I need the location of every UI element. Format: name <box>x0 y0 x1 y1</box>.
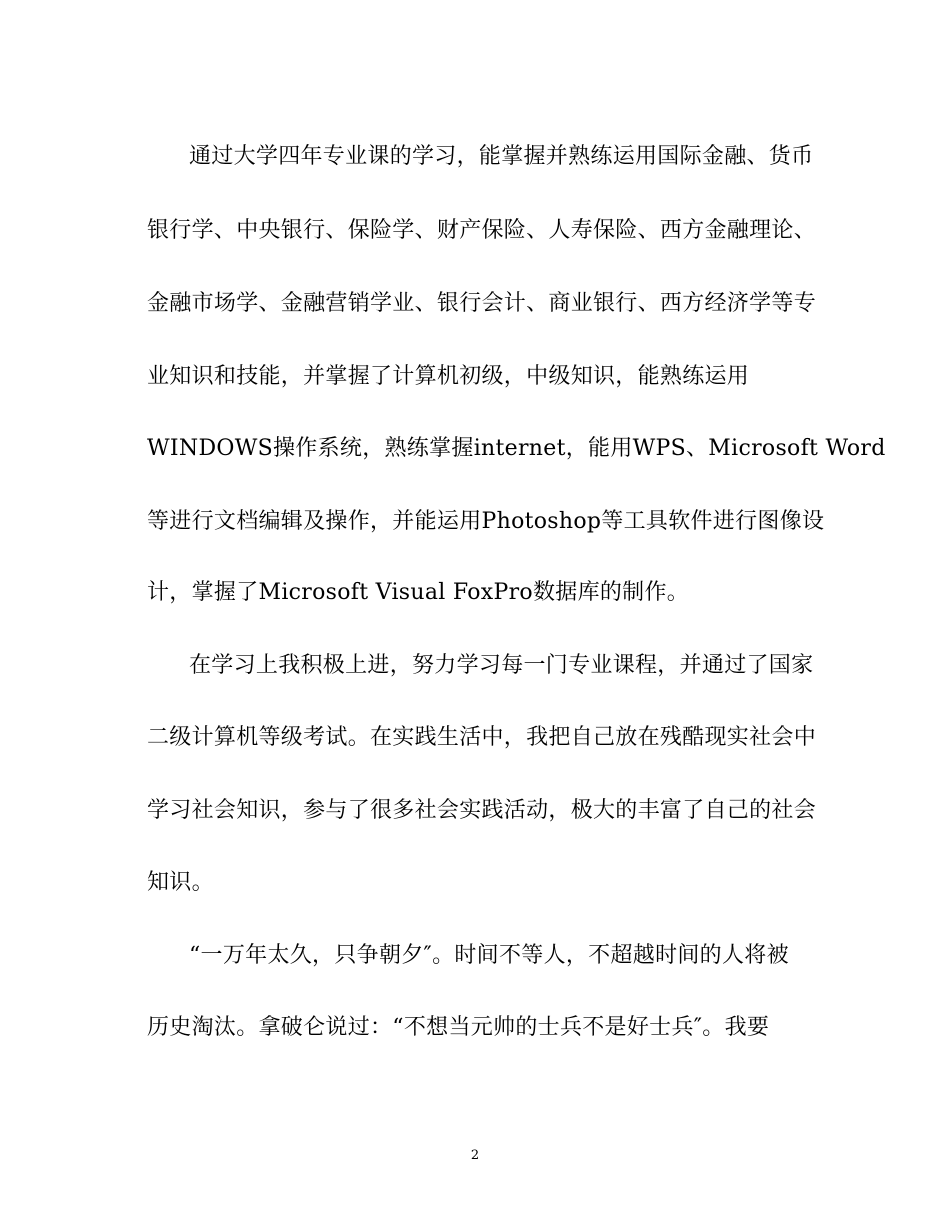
paragraph-1-line-3: 金融市场学、金融营销学业、银行会计、商业银行、西方经济学等专 <box>147 291 817 316</box>
page-number: 2 <box>470 1148 480 1163</box>
paragraph-3-line-1: “一万年太久，只争朝夕″。时间不等人，不超越时间的人将被 <box>189 943 789 968</box>
paragraph-2-line-1: 在学习上我积极上进，努力学习每一门专业课程，并通过了国家 <box>189 653 814 678</box>
paragraph-1-line-6: 等进行文档编辑及操作，并能运用Photoshop等工具软件进行图像设 <box>147 509 825 534</box>
paragraph-1-line-1: 通过大学四年专业课的学习，能掌握并熟练运用国际金融、货币 <box>189 144 814 169</box>
paragraph-3-line-2: 历史淘汰。拿破仑说过：“不想当元帅的士兵不是好士兵″。我要 <box>147 1015 770 1040</box>
paragraph-1-line-2: 银行学、中央银行、保险学、财产保险、人寿保险、西方金融理论、 <box>147 218 817 243</box>
paragraph-2-line-4: 知识。 <box>147 870 214 895</box>
paragraph-2-line-3: 学习社会知识，参与了很多社会实践活动，极大的丰富了自己的社会 <box>147 798 817 823</box>
paragraph-1-line-5: WINDOWS操作系统，熟练掌握internet，能用WPS、Microsoft Word <box>147 436 886 461</box>
paragraph-1-line-4: 业知识和技能，并掌握了计算机初级，中级知识，能熟练运用 <box>147 364 750 389</box>
paragraph-1-line-7: 计，掌握了Microsoft Visual FoxPro数据库的制作。 <box>147 580 690 605</box>
paragraph-2-line-2: 二级计算机等级考试。在实践生活中，我把自己放在残酷现实社会中 <box>147 725 817 750</box>
